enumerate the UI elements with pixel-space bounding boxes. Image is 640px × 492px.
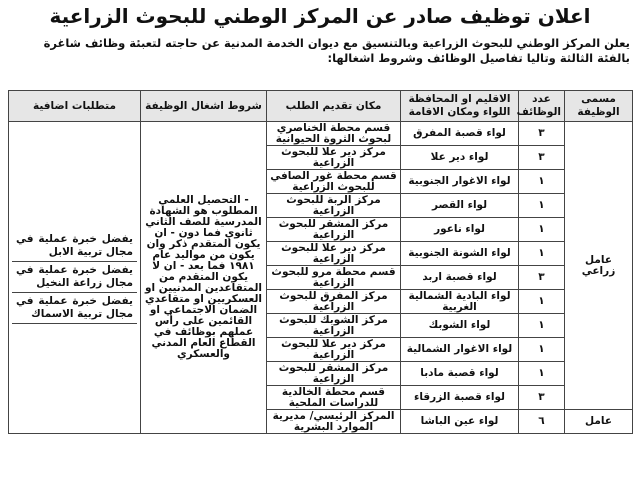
count-cell: ١: [519, 314, 565, 338]
apply-place-cell: مركز المشقر للبحوث الزراعية: [267, 218, 401, 242]
region-cell: لواء الشونة الجنوبية: [401, 242, 519, 266]
region-cell: لواء عين الباشا: [401, 410, 519, 434]
count-cell: ١: [519, 338, 565, 362]
region-cell: لواء القصر: [401, 194, 519, 218]
extra-requirement-item: يفضل خبرة عملية في مجال تربية الاسماك: [12, 293, 137, 324]
region-cell: لواء البادية الشمالية الغربية: [401, 290, 519, 314]
apply-place-cell: المركز الرئيسي/ مديرية الموارد البشرية: [267, 410, 401, 434]
count-cell: ١: [519, 242, 565, 266]
count-cell: ١: [519, 194, 565, 218]
count-cell: ٣: [519, 386, 565, 410]
header-apply-place: مكان تقديم الطلب: [267, 91, 401, 122]
apply-place-cell: قسم محطة الخناصري لبحوث الثروة الحيوانية: [267, 122, 401, 146]
apply-place-cell: مركز دير علا للبحوث الزراعية: [267, 242, 401, 266]
apply-place-cell: مركز الشوبك للبحوث الزراعية: [267, 314, 401, 338]
count-cell: ٣: [519, 266, 565, 290]
conditions-cell: - التحصيل العلمي المطلوب هو الشهادة المدرسية للصف الثاني ثانوي فما دون - ان يكون المتقدم ذكر وان يكون من مواليد عام ١٩٨١ فما بعد - ان لا يكون المتقدم من المتقاعدين المدنيين او العسكريين او متقاعدي الضمان الاجتماعي او القائمين على رأس عملهم بوظائف في القطاع العام المدني والعسكري: [141, 122, 267, 434]
apply-place-cell: قسم محطة غور الصافي للبحوث الزراعية: [267, 170, 401, 194]
region-cell: لواء قصبة المفرق: [401, 122, 519, 146]
apply-place-cell: قسم محطة مرو للبحوث الزراعية: [267, 266, 401, 290]
region-cell: لواء دير علا: [401, 146, 519, 170]
ad-title: اعلان توظيف صادر عن المركز الوطني للبحوث الزراعية: [49, 4, 591, 28]
job-title-cell: عامل: [565, 410, 633, 434]
count-cell: ١: [519, 218, 565, 242]
table-row: [9, 122, 633, 146]
ad-intro: يعلن المركز الوطني للبحوث الزراعية وبالتنسيق مع ديوان الخدمة المدنية عن حاجته لتعبئة وظائف شاغرة بالفئة الثالثة وتاليا تفاصيل الوظائف وشروط اشغالها:: [43, 36, 630, 65]
region-cell: لواء الشوبك: [401, 314, 519, 338]
region-cell: لواء الاغوار الجنوبية: [401, 170, 519, 194]
header-extra: متطلبات اضافية: [9, 91, 141, 122]
header-job-title: مسمى الوظيفة: [565, 91, 633, 122]
region-cell: لواء قصبة اربد: [401, 266, 519, 290]
header-count: عدد الوظائف: [519, 91, 565, 122]
count-cell: ١: [519, 290, 565, 314]
extra-requirement-item: يفضل خبرة عملية في مجال زراعة النخيل: [12, 262, 137, 293]
apply-place-cell: مركز المشقر للبحوث الزراعية: [267, 362, 401, 386]
table-header-row: [9, 91, 633, 122]
count-cell: ٣: [519, 122, 565, 146]
count-cell: ١: [519, 362, 565, 386]
extra-requirement-item: يفضل خبرة عملية في مجال تربية الابل: [12, 231, 137, 262]
job-title-cell: عامل زراعي: [565, 122, 633, 410]
region-cell: لواء قصبة مادبا: [401, 362, 519, 386]
region-cell: لواء ناعور: [401, 218, 519, 242]
apply-place-cell: مركز دير علا للبحوث الزراعية: [267, 338, 401, 362]
apply-place-cell: قسم محطة الخالدية للدراسات الملحية: [267, 386, 401, 410]
extra-requirements-cell: [9, 122, 141, 434]
count-cell: ١: [519, 170, 565, 194]
count-cell: ٣: [519, 146, 565, 170]
apply-place-cell: مركز الربة للبحوث الزراعية: [267, 194, 401, 218]
region-cell: لواء الاغوار الشمالية: [401, 338, 519, 362]
jobs-table: [8, 90, 633, 434]
region-cell: لواء قصبة الزرقاء: [401, 386, 519, 410]
header-conditions: شروط اشغال الوظيفة: [141, 91, 267, 122]
count-cell: ٦: [519, 410, 565, 434]
apply-place-cell: مركز دير علا للبحوث الزراعية: [267, 146, 401, 170]
header-region: الاقليم او المحافظة اللواء ومكان الاقامة: [401, 91, 519, 122]
apply-place-cell: مركز المفرق للبحوث الزراعية: [267, 290, 401, 314]
